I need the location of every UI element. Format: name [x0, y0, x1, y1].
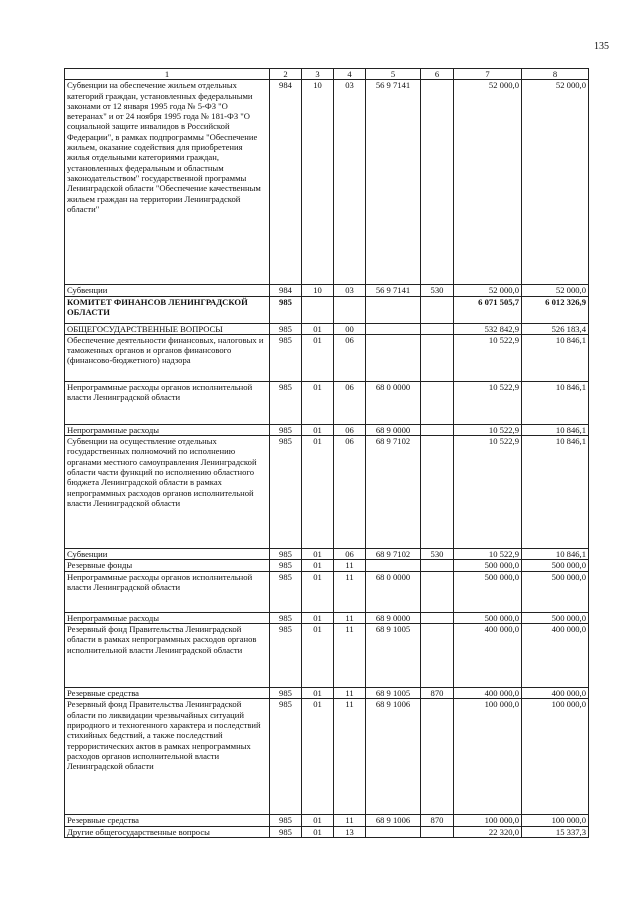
- row-section: 01: [302, 334, 334, 381]
- row-section: 01: [302, 624, 334, 688]
- table-row: [65, 549, 589, 560]
- row-name: Резервные фонды: [65, 560, 270, 571]
- row-name: Непрограммные расходы: [65, 424, 270, 435]
- row-name: Резервный фонд Правительства Ленинградской области по ликвидации чрезвычайных ситуаций природного и техногенного характера и последствий стихийных бедствий, а также последствий террористических актов в рамках непрограммных расходов органов исполнительной власти Ленинградской области: [65, 699, 270, 815]
- column-header: 8: [522, 69, 589, 80]
- row-amount-year1: 6 071 505,7: [454, 296, 522, 323]
- row-target-article: [366, 323, 421, 334]
- row-section: 01: [302, 688, 334, 699]
- row-amount-year2: 400 000,0: [522, 624, 589, 688]
- row-name: Резервные средства: [65, 688, 270, 699]
- table-row: [65, 688, 589, 699]
- row-amount-year2: 10 846,1: [522, 424, 589, 435]
- row-admin-code: 985: [270, 381, 302, 424]
- row-subsection: 06: [334, 424, 366, 435]
- row-target-article: 68 9 1005: [366, 688, 421, 699]
- row-amount-year1: 10 522,9: [454, 424, 522, 435]
- row-name: Субвенции на осуществление отдельных государственных полномочий по исполнению органами местного самоуправления Ленинградской области части функций по исполнению областного бюджета Ленинградской области в рамках непрограммных расходов органов исполнительной власти Ленинградской области: [65, 436, 270, 549]
- row-subsection: 11: [334, 560, 366, 571]
- row-admin-code: 985: [270, 549, 302, 560]
- row-amount-year1: 52 000,0: [454, 285, 522, 296]
- table-row: [65, 699, 589, 815]
- row-amount-year1: 100 000,0: [454, 699, 522, 815]
- column-header: 1: [65, 69, 270, 80]
- row-name: Другие общегосударственные вопросы: [65, 826, 270, 837]
- row-admin-code: 985: [270, 436, 302, 549]
- row-amount-year2: 6 012 326,9: [522, 296, 589, 323]
- row-amount-year1: 400 000,0: [454, 688, 522, 699]
- row-amount-year1: 500 000,0: [454, 560, 522, 571]
- row-subsection: 06: [334, 381, 366, 424]
- row-amount-year2: 400 000,0: [522, 688, 589, 699]
- column-header: 4: [334, 69, 366, 80]
- row-expense-type: 530: [421, 549, 454, 560]
- row-section: 01: [302, 323, 334, 334]
- row-amount-year2: 100 000,0: [522, 699, 589, 815]
- column-header: 3: [302, 69, 334, 80]
- row-admin-code: 985: [270, 334, 302, 381]
- row-amount-year1: 10 522,9: [454, 334, 522, 381]
- row-amount-year1: 10 522,9: [454, 381, 522, 424]
- row-target-article: 68 0 0000: [366, 381, 421, 424]
- row-target-article: 68 9 1006: [366, 815, 421, 826]
- row-subsection: 13: [334, 826, 366, 837]
- row-section: 01: [302, 815, 334, 826]
- row-target-article: 68 9 0000: [366, 424, 421, 435]
- row-name: Субвенции: [65, 549, 270, 560]
- table-row: [65, 285, 589, 296]
- table-header-row: [65, 69, 589, 80]
- row-target-article: 68 9 7102: [366, 436, 421, 549]
- row-target-article: 56 9 7141: [366, 285, 421, 296]
- row-section: 01: [302, 549, 334, 560]
- row-name: ОБЩЕГОСУДАРСТВЕННЫЕ ВОПРОСЫ: [65, 323, 270, 334]
- row-admin-code: 985: [270, 612, 302, 623]
- row-expense-type: [421, 436, 454, 549]
- row-expense-type: [421, 334, 454, 381]
- row-target-article: 68 9 1005: [366, 624, 421, 688]
- table-row: [65, 381, 589, 424]
- row-amount-year1: 400 000,0: [454, 624, 522, 688]
- row-target-article: 68 9 0000: [366, 612, 421, 623]
- row-admin-code: 985: [270, 323, 302, 334]
- row-target-article: 68 9 1006: [366, 699, 421, 815]
- row-admin-code: 985: [270, 815, 302, 826]
- row-subsection: 03: [334, 80, 366, 285]
- row-expense-type: [421, 699, 454, 815]
- row-admin-code: 985: [270, 424, 302, 435]
- row-section: 01: [302, 612, 334, 623]
- row-section: 01: [302, 826, 334, 837]
- row-admin-code: 985: [270, 624, 302, 688]
- table-row: [65, 826, 589, 837]
- page-number: 135: [594, 41, 609, 52]
- row-admin-code: 985: [270, 688, 302, 699]
- row-section: 01: [302, 571, 334, 612]
- row-amount-year2: 52 000,0: [522, 285, 589, 296]
- row-section: 01: [302, 560, 334, 571]
- row-admin-code: 985: [270, 296, 302, 323]
- row-target-article: 68 0 0000: [366, 571, 421, 612]
- row-target-article: [366, 560, 421, 571]
- table-row: [65, 424, 589, 435]
- row-admin-code: 984: [270, 285, 302, 296]
- column-header: 5: [366, 69, 421, 80]
- row-expense-type: 870: [421, 688, 454, 699]
- table-row: [65, 624, 589, 688]
- table-row: [65, 436, 589, 549]
- row-subsection: 06: [334, 549, 366, 560]
- row-subsection: 11: [334, 624, 366, 688]
- row-subsection: 00: [334, 323, 366, 334]
- row-amount-year1: 100 000,0: [454, 815, 522, 826]
- row-section: 10: [302, 80, 334, 285]
- row-name: Субвенции: [65, 285, 270, 296]
- row-amount-year2: 500 000,0: [522, 612, 589, 623]
- row-target-article: 68 9 7102: [366, 549, 421, 560]
- row-subsection: [334, 296, 366, 323]
- row-amount-year1: 10 522,9: [454, 436, 522, 549]
- row-expense-type: [421, 381, 454, 424]
- table-row: [65, 571, 589, 612]
- row-expense-type: 870: [421, 815, 454, 826]
- row-name: Непрограммные расходы: [65, 612, 270, 623]
- row-subsection: 11: [334, 688, 366, 699]
- table-row: [65, 815, 589, 826]
- row-expense-type: [421, 424, 454, 435]
- row-admin-code: 984: [270, 80, 302, 285]
- table-row: [65, 80, 589, 285]
- row-subsection: 11: [334, 815, 366, 826]
- row-target-article: [366, 296, 421, 323]
- row-name: Непрограммные расходы органов исполнительной власти Ленинградской области: [65, 381, 270, 424]
- row-target-article: [366, 334, 421, 381]
- column-header: 7: [454, 69, 522, 80]
- row-name: Резервный фонд Правительства Ленинградской области в рамках непрограммных расходов органов исполнительной власти Ленинградской области: [65, 624, 270, 688]
- row-amount-year2: 10 846,1: [522, 549, 589, 560]
- row-expense-type: [421, 612, 454, 623]
- table-row: [65, 334, 589, 381]
- row-name: Обеспечение деятельности финансовых, налоговых и таможенных органов и органов финансового (финансово-бюджетного) надзора: [65, 334, 270, 381]
- row-subsection: 03: [334, 285, 366, 296]
- row-subsection: 11: [334, 571, 366, 612]
- row-amount-year2: 10 846,1: [522, 334, 589, 381]
- row-expense-type: [421, 560, 454, 571]
- row-subsection: 11: [334, 612, 366, 623]
- table-row: [65, 560, 589, 571]
- row-section: 01: [302, 699, 334, 815]
- row-amount-year2: 526 183,4: [522, 323, 589, 334]
- row-amount-year2: 500 000,0: [522, 571, 589, 612]
- table-row: [65, 323, 589, 334]
- row-admin-code: 985: [270, 571, 302, 612]
- row-subsection: 11: [334, 699, 366, 815]
- row-subsection: 06: [334, 436, 366, 549]
- row-admin-code: 985: [270, 699, 302, 815]
- row-name: КОМИТЕТ ФИНАНСОВ ЛЕНИНГРАДСКОЙ ОБЛАСТИ: [65, 296, 270, 323]
- row-expense-type: [421, 826, 454, 837]
- row-expense-type: [421, 624, 454, 688]
- row-amount-year2: 100 000,0: [522, 815, 589, 826]
- row-amount-year2: 15 337,3: [522, 826, 589, 837]
- table-row: [65, 296, 589, 323]
- row-section: 01: [302, 436, 334, 549]
- row-amount-year2: 10 846,1: [522, 436, 589, 549]
- row-expense-type: [421, 80, 454, 285]
- row-amount-year1: 10 522,9: [454, 549, 522, 560]
- row-expense-type: [421, 323, 454, 334]
- row-section: 01: [302, 424, 334, 435]
- column-header: 2: [270, 69, 302, 80]
- row-amount-year1: 532 842,9: [454, 323, 522, 334]
- row-name: Непрограммные расходы органов исполнительной власти Ленинградской области: [65, 571, 270, 612]
- row-amount-year2: 500 000,0: [522, 560, 589, 571]
- row-amount-year1: 500 000,0: [454, 571, 522, 612]
- budget-table: [64, 68, 589, 838]
- row-amount-year2: 10 846,1: [522, 381, 589, 424]
- row-expense-type: 530: [421, 285, 454, 296]
- row-section: 01: [302, 381, 334, 424]
- row-amount-year2: 52 000,0: [522, 80, 589, 285]
- row-expense-type: [421, 296, 454, 323]
- column-header: 6: [421, 69, 454, 80]
- row-name: Резервные средства: [65, 815, 270, 826]
- row-target-article: 56 9 7141: [366, 80, 421, 285]
- row-target-article: [366, 826, 421, 837]
- row-expense-type: [421, 571, 454, 612]
- row-section: 10: [302, 285, 334, 296]
- row-admin-code: 985: [270, 826, 302, 837]
- row-section: [302, 296, 334, 323]
- table-row: [65, 612, 589, 623]
- row-admin-code: 985: [270, 560, 302, 571]
- row-amount-year1: 500 000,0: [454, 612, 522, 623]
- row-amount-year1: 22 320,0: [454, 826, 522, 837]
- row-name: Субвенции на обеспечение жильем отдельных категорий граждан, установленных федеральными законами от 12 января 1995 года № 5-ФЗ "О ветеранах" и от 24 ноября 1995 года № 181-ФЗ "О социальной защите инвалидов в Российской Федерации", в рамках подпрограммы "Обеспечение жильем, оказание содействия для приобретения жилья отдельными категориями граждан, установленных федеральным и областным законодательством" государственной программы Ленинградской области "Обеспечение качественным жильем граждан на территории Ленинградской области": [65, 80, 270, 285]
- row-subsection: 06: [334, 334, 366, 381]
- row-amount-year1: 52 000,0: [454, 80, 522, 285]
